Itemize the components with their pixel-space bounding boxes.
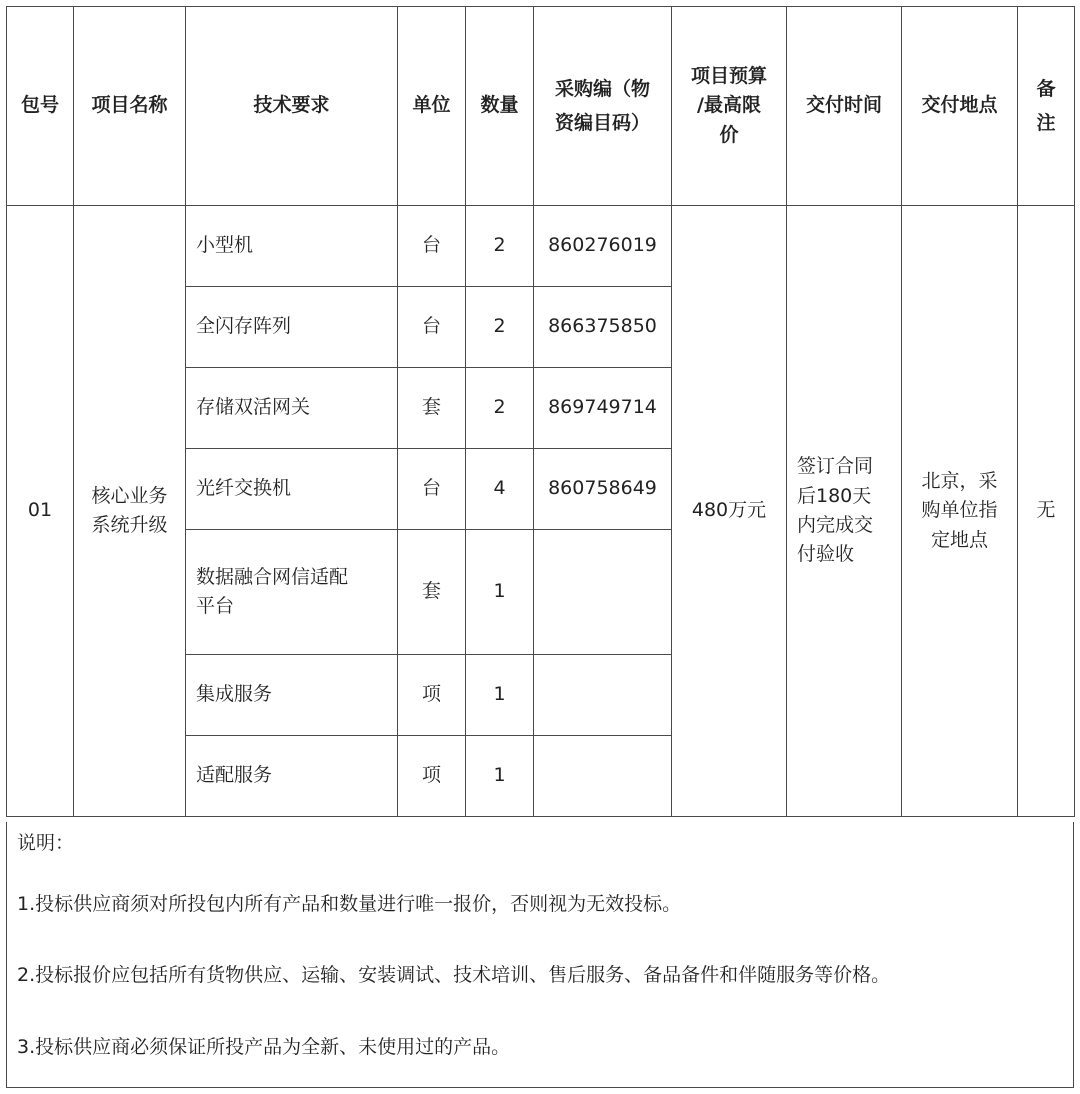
qty-cell: 1 [466,530,534,655]
package-no-cell: 01 [7,206,74,817]
header-remark: 备 注 [1018,7,1075,206]
header-delivery-time: 交付时间 [787,7,902,206]
budget-cell: 480万元 [672,206,787,817]
item-name-cell: 适配服务 [186,736,398,817]
table-row [7,206,1075,287]
note-item: 1.投标供应商须对所投包内所有产品和数量进行唯一报价，否则视为无效投标。 [17,892,682,915]
delivery-time-cell: 签订合同 后180天 内完成交 付验收 [787,206,902,817]
note-item: 2.投标报价应包括所有货物供应、运输、安装调试、技术培训、售后服务、备品备件和伴随服务等价格。 [17,964,891,987]
code-cell: 869749714 [534,368,672,449]
header-project-name: 项目名称 [74,7,186,206]
code-cell [534,655,672,736]
header-budget: 项目预算 /最高限 价 [672,7,787,206]
qty-cell: 2 [466,287,534,368]
item-name-cell: 全闪存阵列 [186,287,398,368]
unit-cell: 台 [398,287,466,368]
qty-cell: 2 [466,206,534,287]
header-procurement-code: 采购编（物 资编目码） [534,7,672,206]
item-name-cell: 光纤交换机 [186,449,398,530]
header-tech-requirements: 技术要求 [186,7,398,206]
qty-cell: 1 [466,655,534,736]
item-name-cell: 集成服务 [186,655,398,736]
table-header-row [7,7,1075,206]
notes-title: 说明： [17,832,75,854]
notes-section [6,822,1074,1088]
unit-cell: 套 [398,530,466,655]
code-cell: 860276019 [534,206,672,287]
code-cell [534,530,672,655]
qty-cell: 2 [466,368,534,449]
item-name-cell: 数据融合网信适配 平台 [186,530,398,655]
delivery-place-cell: 北京，采 购单位指 定地点 [902,206,1018,817]
item-name-cell: 小型机 [186,206,398,287]
header-package-no: 包号 [7,7,74,206]
item-name-cell: 存储双活网关 [186,368,398,449]
code-cell: 860758649 [534,449,672,530]
unit-cell: 套 [398,368,466,449]
unit-cell: 项 [398,655,466,736]
header-delivery-place: 交付地点 [902,7,1018,206]
qty-cell: 1 [466,736,534,817]
procurement-table [6,6,1075,817]
code-cell [534,736,672,817]
project-name-cell: 核心业务 系统升级 [74,206,186,817]
code-cell: 866375850 [534,287,672,368]
header-unit: 单位 [398,7,466,206]
unit-cell: 台 [398,206,466,287]
unit-cell: 台 [398,449,466,530]
note-item: 3.投标供应商必须保证所投产品为全新、未使用过的产品。 [17,1035,511,1058]
header-quantity: 数量 [466,7,534,206]
qty-cell: 4 [466,449,534,530]
remark-cell: 无 [1018,206,1075,817]
unit-cell: 项 [398,736,466,817]
